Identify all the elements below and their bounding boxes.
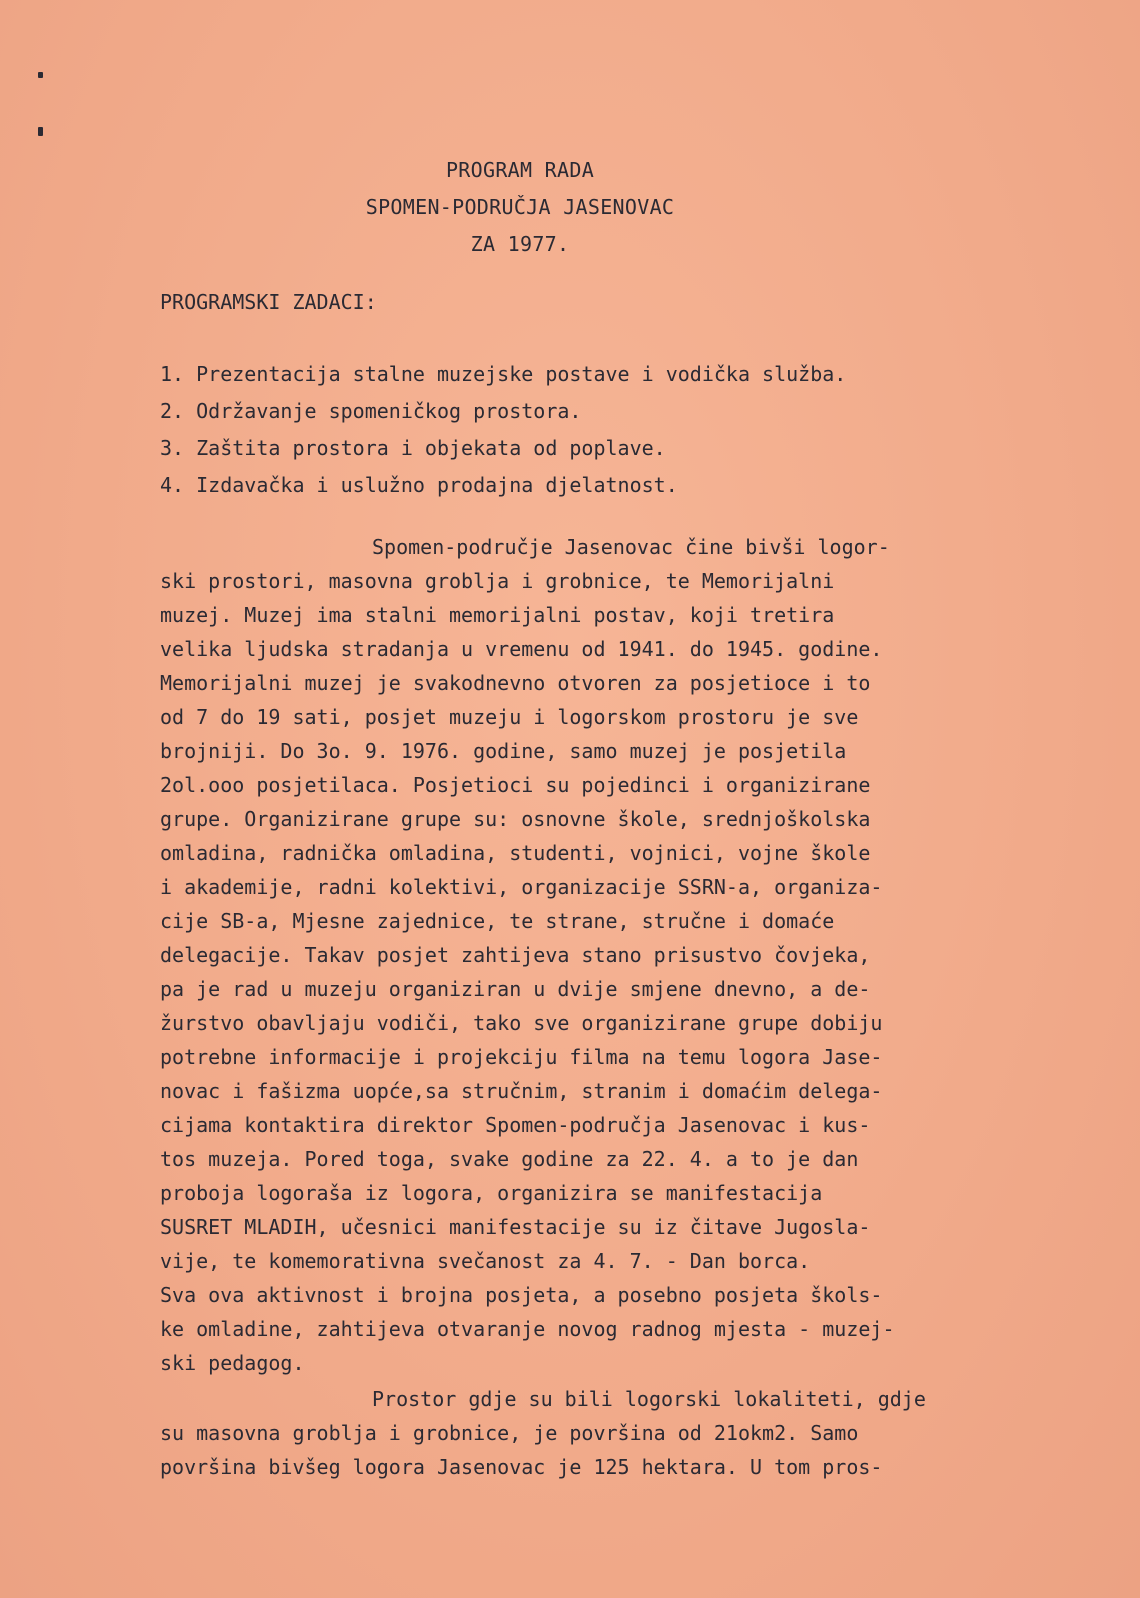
paragraph-line: žurstvo obavljaju vodiči, tako sve organizirane grupe dobiju [160,1011,883,1035]
document-title [0,152,1040,263]
paragraph-line: grupe. Organizirane grupe su: osnovne škole, srednjoškolska [160,807,871,831]
paragraph-line: Memorijalni muzej je svakodnevno otvoren za posjetioce i to [160,671,871,695]
paragraph-line: Prostor gdje su bili logorski lokaliteti, gdje [372,1387,926,1411]
paragraph-2 [160,1382,1020,1484]
paragraph-line: cije SB-a, Mjesne zajednice, te strane, stručne i domaće [160,909,835,933]
section-heading: PROGRAMSKI ZADACI: [160,290,377,314]
title-line-1: PROGRAM RADA [445,158,595,182]
paragraph-line: ski prostori, masovna groblja i grobnice, te Memorijalni [160,569,835,593]
title-line-2: SPOMEN-PODRUČJA JASENOVAC [365,195,675,219]
paragraph-line: SUSRET MLADIH, učesnici manifestacije su iz čitave Jugosla- [160,1215,871,1239]
paragraph-line: potrebne informacije i projekciju filma na temu logora Jase- [160,1045,883,1069]
paragraph-line: velika ljudska stradanja u vremenu od 1941. do 1945. godine. [160,637,883,661]
paragraph-line: delegacije. Takav posjet zahtijeva stano prisustvo čovjeka, [160,943,871,967]
paragraph-1 [160,530,1020,1380]
paragraph-line: cijama kontaktira direktor Spomen-područja Jasenovac i kus- [160,1113,871,1137]
paragraph-line: brojniji. Do 3o. 9. 1976. godine, samo muzej je posjetila [160,739,847,763]
paragraph-line: od 7 do 19 sati, posjet muzeju i logorskom prostoru je sve [160,705,859,729]
task-item: 3. Zaštita prostora i objekata od poplave. [160,436,666,460]
paragraph-line: 2ol.ooo posjetilaca. Posjetioci su pojedinci i organizirane [160,773,871,797]
task-item: 1. Prezentacija stalne muzejske postave i vodička služba. [160,362,847,386]
paragraph-line: ke omladine, zahtijeva otvaranje novog radnog mjesta - muzej- [160,1317,895,1341]
paragraph-line: Spomen-područje Jasenovac čine bivši logor- [372,535,890,559]
paragraph-line: su masovna groblja i grobnice, je površina od 21okm2. Samo [160,1421,859,1445]
paragraph-line: omladina, radnička omladina, studenti, vojnici, vojne škole [160,841,871,865]
task-item: 2. Održavanje spomeničkog prostora. [160,399,582,423]
paragraph-line: površina bivšeg logora Jasenovac je 125 hektara. U tom pros- [160,1455,883,1479]
task-item: 4. Izdavačka i uslužno prodajna djelatnost. [160,473,678,497]
task-list [160,356,846,504]
punch-mark [38,72,43,78]
body-text [160,530,1020,1484]
paragraph-line: ski pedagog. [160,1351,305,1375]
paragraph-line: i akademije, radni kolektivi, organizacije SSRN-a, organiza- [160,875,883,899]
punch-mark [38,127,43,136]
paragraph-line: vije, te komemorativna svečanost za 4. 7. - Dan borca. [160,1249,811,1273]
paragraph-line: proboja logoraša iz logora, organizira se manifestacija [160,1181,823,1205]
paragraph-line: tos muzeja. Pored toga, svake godine za 22. 4. a to je dan [160,1147,859,1171]
paragraph-line: Sva ova aktivnost i brojna posjeta, a posebno posjeta škols- [160,1283,883,1307]
paragraph-line: muzej. Muzej ima stalni memorijalni postav, koji tretira [160,603,835,627]
title-line-3: ZA 1977. [470,232,570,256]
paragraph-line: novac i fašizma uopće,sa stručnim, stranim i domaćim delega- [160,1079,883,1103]
paragraph-line: pa je rad u muzeju organiziran u dvije smjene dnevno, a de- [160,977,871,1001]
